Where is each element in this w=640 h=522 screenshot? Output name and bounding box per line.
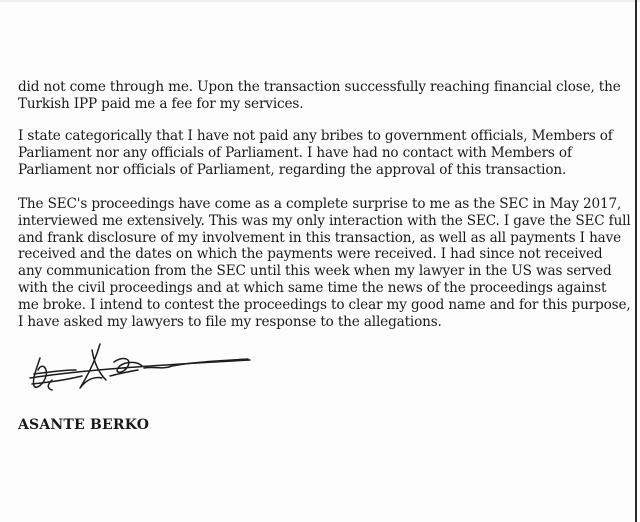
- paragraph-2: [18, 128, 613, 178]
- paragraph-line: interviewed me extensively. This was my only interaction with the SEC. I gave the SEC full: [18, 212, 631, 229]
- paragraph-1: [18, 79, 621, 113]
- paragraph-line: Parliament nor any officials of Parliament. I have had no contact with Members of: [18, 144, 572, 161]
- paragraph-line: me broke. I intend to contest the proceedings to clear my good name and for this purpose,: [18, 296, 631, 313]
- signatory-name: ASANTE BERKO: [18, 417, 150, 433]
- paragraph-line: with the civil proceedings and at which same time the news of the proceedings against: [18, 279, 607, 296]
- paragraph-line: The SEC's proceedings have come as a complete surprise to me as the SEC in May 2017,: [18, 196, 622, 212]
- scan-edge-top: [0, 0, 640, 2]
- paragraph-line: I have asked my lawyers to file my response to the allegations.: [18, 313, 442, 330]
- paragraph-line: I state categorically that I have not paid any bribes to government officials, Members of: [18, 128, 613, 144]
- paragraph-line: any communication from the SEC until this week when my lawyer in the US was served: [18, 263, 612, 280]
- handwritten-signature: [22, 340, 262, 400]
- paragraph-line: and frank disclosure of my involvement in this transaction, as well as all payments I have: [18, 229, 622, 246]
- paragraph-line: Turkish IPP paid me a fee for my services.: [18, 95, 304, 112]
- paragraph-line: did not come through me. Upon the transaction successfully reaching financial close, the: [18, 79, 621, 95]
- scan-edge-right: [635, 0, 637, 522]
- paragraph-line: Parliament nor officials of Parliament, regarding the approval of this transaction.: [18, 161, 567, 178]
- paragraph-line: received and the dates on which the payments were received. I had since not received: [18, 246, 603, 263]
- paragraph-3: [18, 196, 631, 330]
